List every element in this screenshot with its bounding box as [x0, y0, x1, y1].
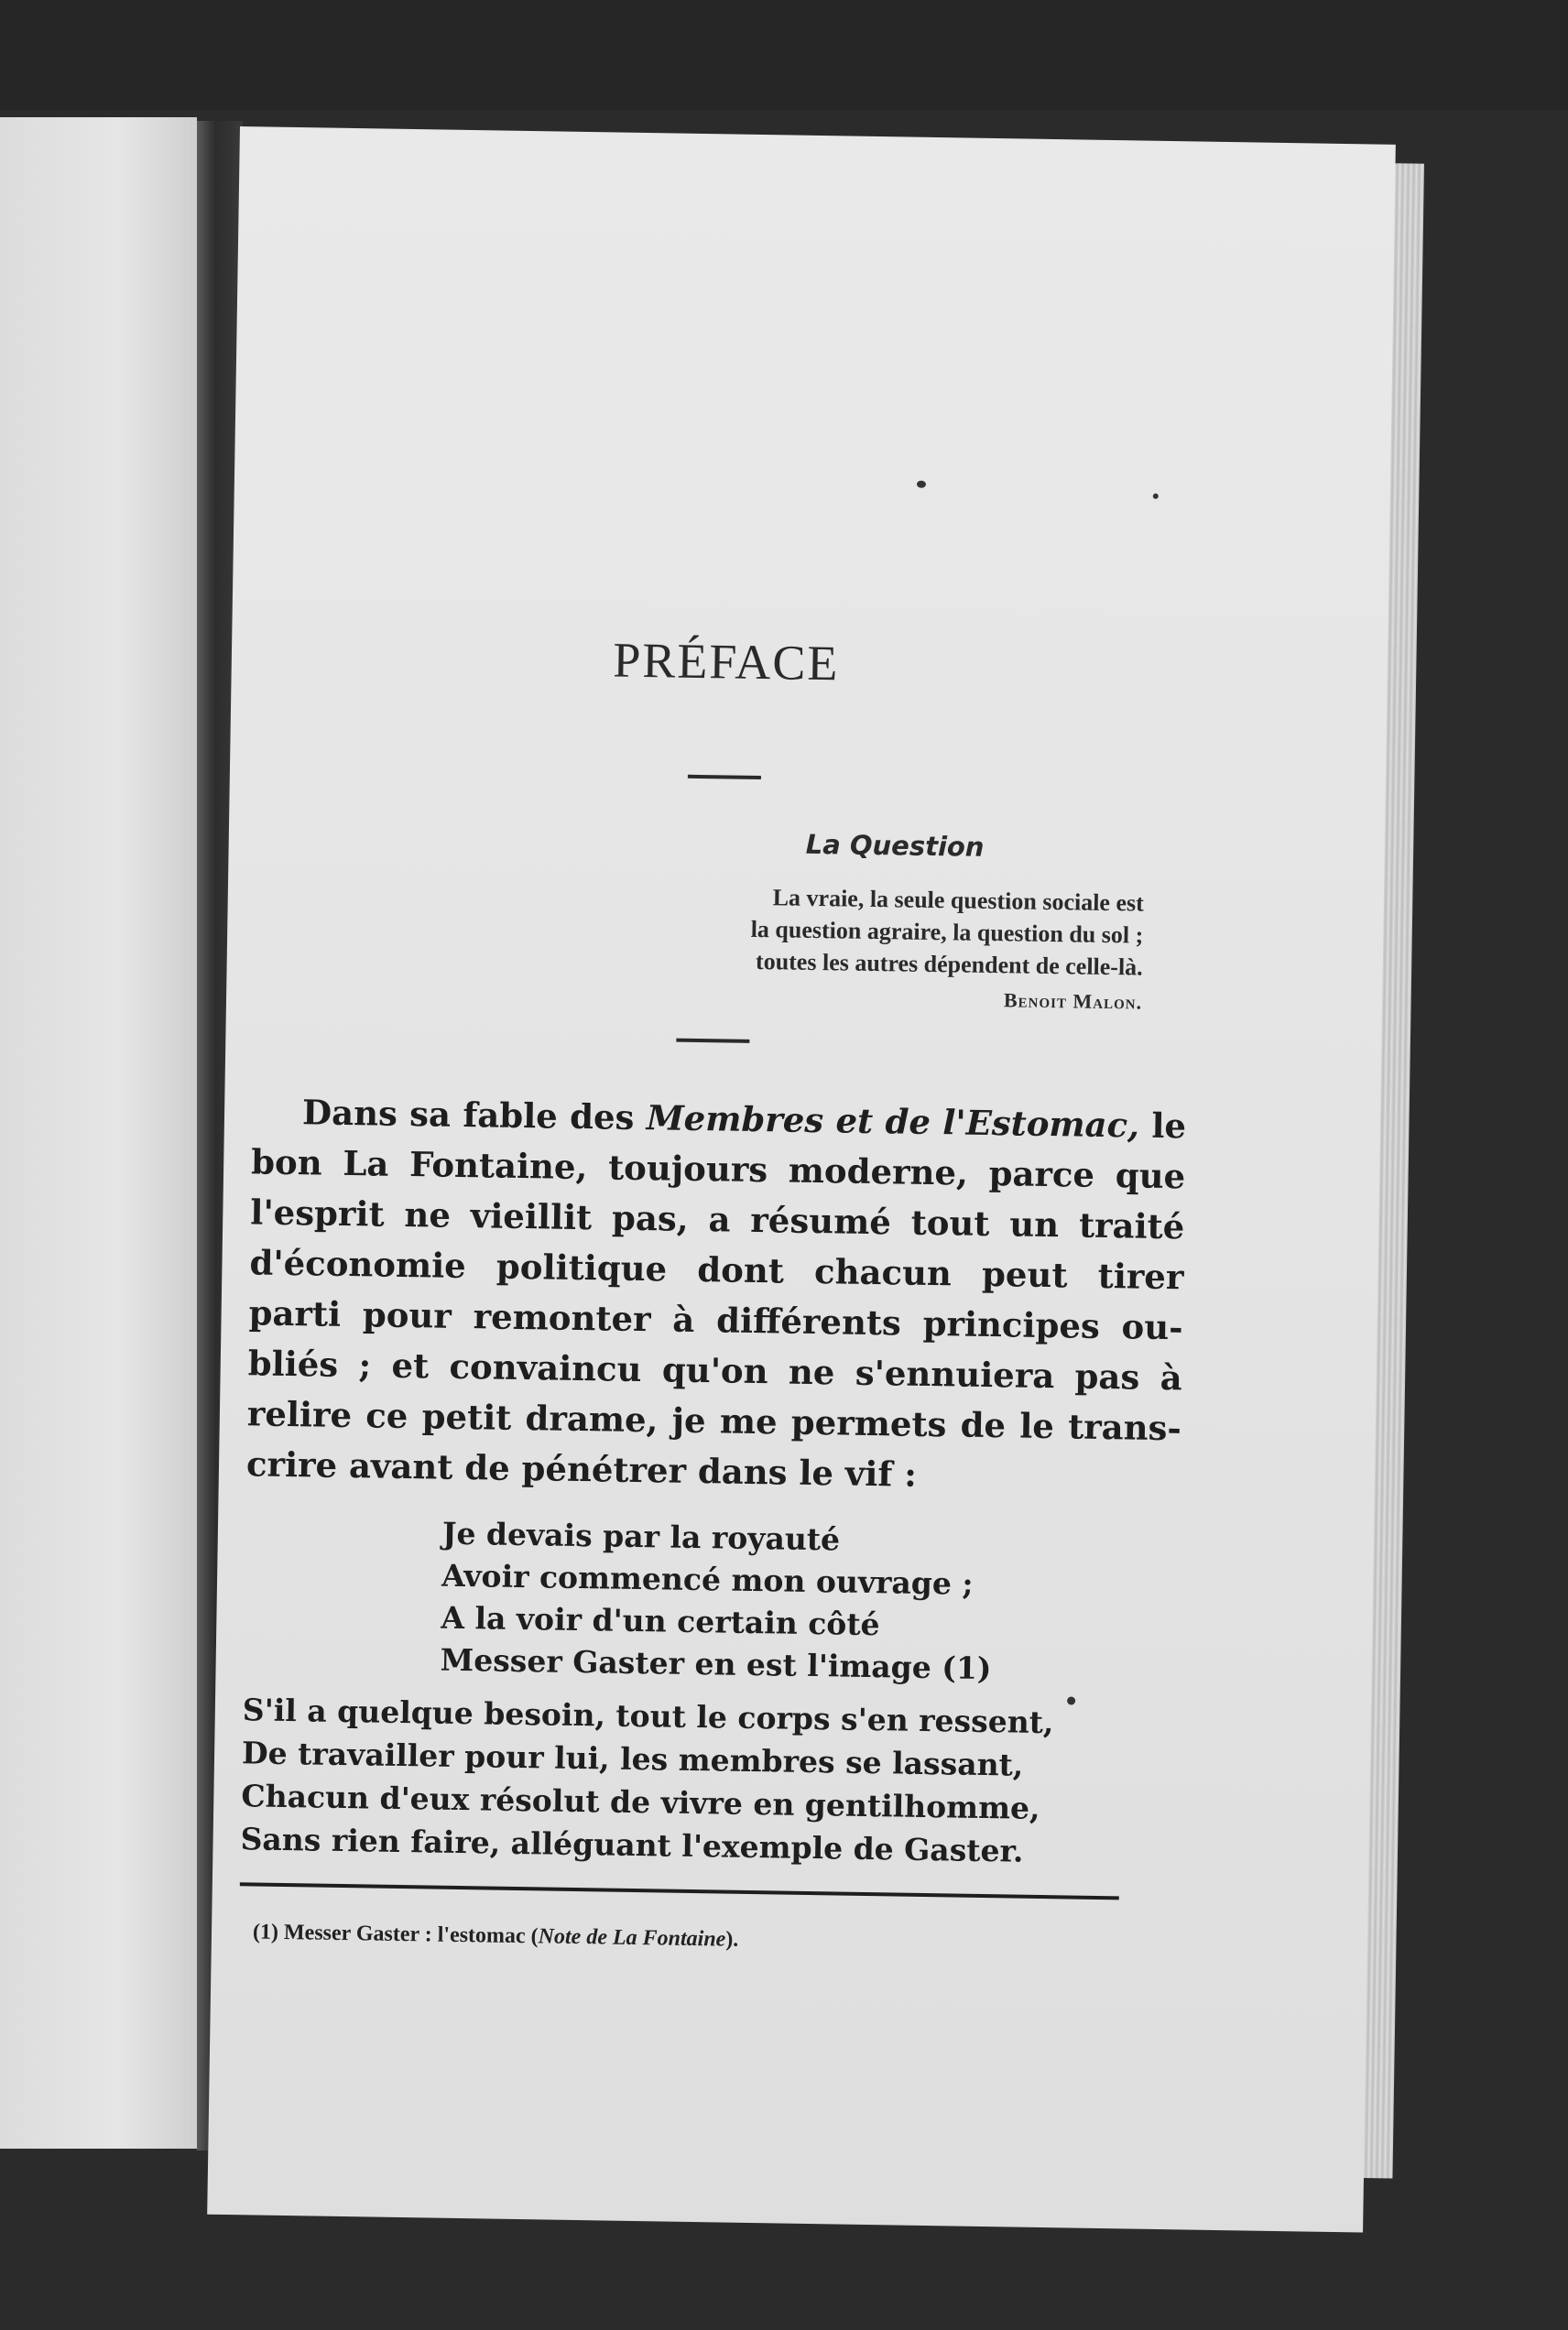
verse-line: Chacun d'eux résolut de vivre en gentilhomme,	[241, 1778, 1040, 1826]
verse-line: Messer Gaster en est l'image (1)	[440, 1641, 992, 1687]
paragraph-line: parti pour remonter à différents principes ou-	[248, 1292, 1183, 1348]
verse-line: Avoir commencé mon ouvrage ;	[441, 1557, 974, 1602]
title-rule	[688, 775, 761, 779]
paragraph-line: bon La Fontaine, toujours moderne, parce que	[250, 1141, 1186, 1197]
verse-stanza-2	[240, 1688, 1054, 1873]
paragraph-line: crire avant de pénétrer dans le vif :	[245, 1443, 918, 1495]
verse-line: A la voir d'un certain côté	[441, 1599, 880, 1643]
verse-stanza-1	[440, 1513, 994, 1690]
epigraph-line: la question agraire, la question du sol ;	[750, 915, 1144, 949]
paragraph-line: d'économie politique dont chacun peut tirer	[249, 1242, 1184, 1298]
paragraph-line: l'esprit ne vieillit pas, a résumé tout un traité	[250, 1192, 1185, 1247]
paper-speck	[1067, 1696, 1075, 1704]
epigraph-rule	[676, 1039, 749, 1043]
page-content	[240, 126, 1357, 1952]
paragraph-line: bliés ; et convaincu qu'on ne s'ennuiera pas à	[247, 1343, 1183, 1399]
paper-speck	[917, 481, 926, 488]
epigraph-heading: La Question	[805, 828, 985, 863]
footnote: (1) Messer Gaster : l'estomac (Note de La Fontaine).	[252, 1920, 739, 1952]
left-page	[0, 117, 197, 2149]
footnote-attribution: Note de La Fontaine	[538, 1924, 726, 1952]
epigraph-line: La vraie, la seule question sociale est	[772, 884, 1145, 917]
body-paragraph	[246, 1086, 1187, 1504]
verse-line: S'il a quelque besoin, tout le corps s'en ressent,	[242, 1692, 1054, 1741]
epigraph-author: Benoit Malon.	[1003, 988, 1143, 1014]
paper-speck	[1153, 494, 1159, 499]
scan-background	[0, 0, 1568, 110]
fable-title: Membres et de l'Estomac,	[646, 1097, 1140, 1146]
verse-line: Je devais par la royauté	[441, 1515, 841, 1558]
verse-line: De travailler pour lui, les membres se lassant,	[241, 1735, 1024, 1783]
epigraph-quote	[684, 880, 1144, 984]
paragraph-line: relire ce petit drame, je me permets de le trans-	[246, 1393, 1182, 1449]
page-title: PRÉFACE	[612, 632, 840, 691]
right-page	[207, 126, 1396, 2233]
footnote-rule	[240, 1882, 1119, 1900]
verse-line: Sans rien faire, alléguant l'exemple de Gaster.	[240, 1821, 1024, 1869]
epigraph-line: toutes les autres dépendent de celle-là.	[755, 947, 1143, 981]
paragraph-line: Dans sa fable des Membres et de l'Estomac, le	[301, 1092, 1187, 1147]
